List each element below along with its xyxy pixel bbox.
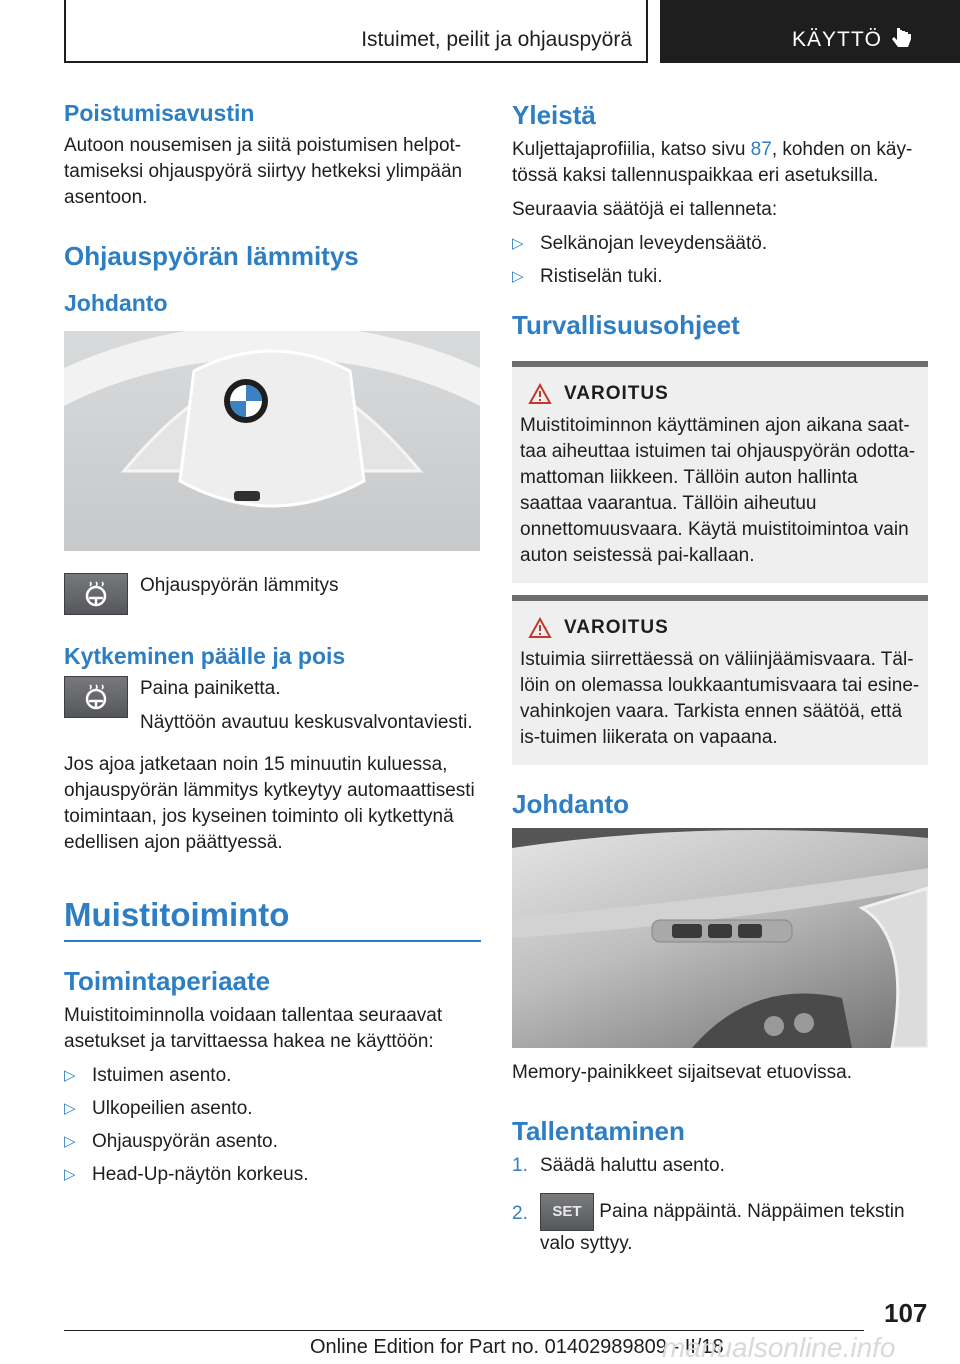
footer-divider (64, 1330, 864, 1331)
exit-assist-text: Autoon nousemisen ja siitä poistumisen helpot-tamiseksi ohjauspyörä siirtyy hetkeksi ylimpään asentoon. (64, 135, 463, 208)
page-link[interactable]: 87 (750, 139, 772, 160)
exit-assist-heading: Poistumisavustin (64, 100, 255, 126)
switch-icon-row (64, 676, 481, 736)
list-item: 1. Säädä haluttu asento. (512, 1155, 725, 1176)
list-item: ▷ Ulkopeilien asento. (64, 1096, 481, 1122)
general-heading: Yleistä (512, 100, 596, 130)
principle-heading: Toimintaperiaate (64, 966, 271, 996)
warning-triangle-icon (528, 383, 552, 405)
list-item: ▷ Ohjauspyörän asento. (64, 1129, 481, 1155)
wheel-heating-button-icon (64, 573, 128, 615)
switch-on-off-heading: Kytkeminen päälle ja pois (64, 643, 346, 669)
triangle-bullet-icon: ▷ (64, 1166, 76, 1183)
principle-text: Muistitoiminnolla voidaan tallentaa seuraavat asetukset ja tarvittaessa hakea ne käyttöön: (64, 1005, 443, 1052)
list-item: ▷ Selkänojan leveydensäätö. (512, 231, 928, 257)
list-item: 2. SET Paina näppäintä. Näppäimen tekstin valo syttyy. (512, 1193, 928, 1257)
warning-label: VAROITUS (564, 617, 669, 638)
wheel-heating-button-icon (64, 676, 128, 718)
header-section-box (64, 0, 648, 63)
list-item: ▷ Ristiselän tuki. (512, 264, 928, 290)
set-button-icon: SET (540, 1193, 594, 1231)
general-text: Kuljettajaprofiilia, katso sivu 87, kohden on käy-tössä kaksi tallennuspaikkaa eri asetuksilla. (512, 139, 913, 186)
left-column (64, 100, 481, 1195)
door-memory-buttons-image (512, 828, 928, 1048)
list-item: ▷ Head-Up-näytön korkeus. (64, 1162, 481, 1188)
warning-label: VAROITUS (564, 383, 669, 404)
page-number: 107 (884, 1298, 928, 1328)
warning-box (512, 595, 928, 765)
principle-list (64, 1063, 481, 1188)
triangle-bullet-icon: ▷ (64, 1067, 76, 1084)
watermark: manualsonline.info (662, 1332, 896, 1363)
not-saved-text: Seuraavia säätöjä ei tallenneta: (512, 199, 778, 220)
switch-note: Jos ajoa jatketaan noin 15 minuutin kuluessa, ohjauspyörän lämmitys kytkeytyy automaattisesti toimintaan, jos kyseinen toiminto oli kytkettynä edellisen ajon päättyessä. (64, 754, 475, 853)
header-chapter-box (660, 0, 960, 63)
switch-step-message: Näyttöön avautuu keskusvalvontaviesti. (140, 712, 473, 733)
heating-icon-caption: Ohjauspyörän lämmitys (140, 575, 339, 596)
warning-triangle-icon (528, 617, 552, 639)
door-image-caption: Memory-painikkeet sijaitsevat etuovissa. (512, 1062, 853, 1083)
memory-function-heading: Muistitoiminto (64, 896, 481, 942)
footer-edition: Online Edition for Part no. 01402989809 - II/18 (310, 1336, 724, 1358)
triangle-bullet-icon: ▷ (64, 1100, 76, 1117)
triangle-bullet-icon: ▷ (512, 268, 524, 285)
warning-title (528, 383, 920, 405)
header-section-title: Istuimet, peilit ja ohjauspyörä (361, 28, 632, 51)
steering-wheel-image (64, 331, 480, 551)
not-saved-list (512, 231, 928, 290)
triangle-bullet-icon: ▷ (64, 1133, 76, 1150)
save-heading: Tallentaminen (512, 1116, 685, 1146)
header-chapter-title: KÄYTTÖ (792, 28, 883, 51)
wheel-heating-heading: Ohjauspyörän lämmitys (64, 241, 359, 271)
warning-title (528, 617, 920, 639)
warning-text: Muistitoiminnon käyttäminen ajon aikana saat-taa aiheuttaa istuimen tai ohjauspyörän odotta-mattoman liikkeen. Tällöin auton hallinta saattaa vaarantua. Tällöin aiheutuu onnettomuusvaara. Käytä muistitoimintoa vain auton seistessä pai-kallaan. (520, 415, 916, 566)
wheel-intro-heading: Johdanto (64, 290, 168, 316)
heating-icon-row (64, 573, 481, 615)
warning-text: Istuimia siirrettäessä on väliinjäämisvaara. Täl-löin on olemassa loukkaantumisvaara tai esine-vahinkojen vaara. Tarkista ennen säätöä, että is-tuimen liikerata on vapaana. (520, 649, 920, 748)
hand-pointer-icon (890, 26, 914, 52)
switch-step-press: Paina painiketta. (140, 678, 281, 699)
list-item: ▷ Istuimen asento. (64, 1063, 481, 1089)
triangle-bullet-icon: ▷ (512, 235, 524, 252)
safety-heading: Turvallisuusohjeet (512, 310, 740, 340)
memory-intro-heading: Johdanto (512, 789, 629, 819)
save-steps (512, 1153, 928, 1257)
right-column (512, 100, 928, 1264)
warning-box (512, 361, 928, 583)
